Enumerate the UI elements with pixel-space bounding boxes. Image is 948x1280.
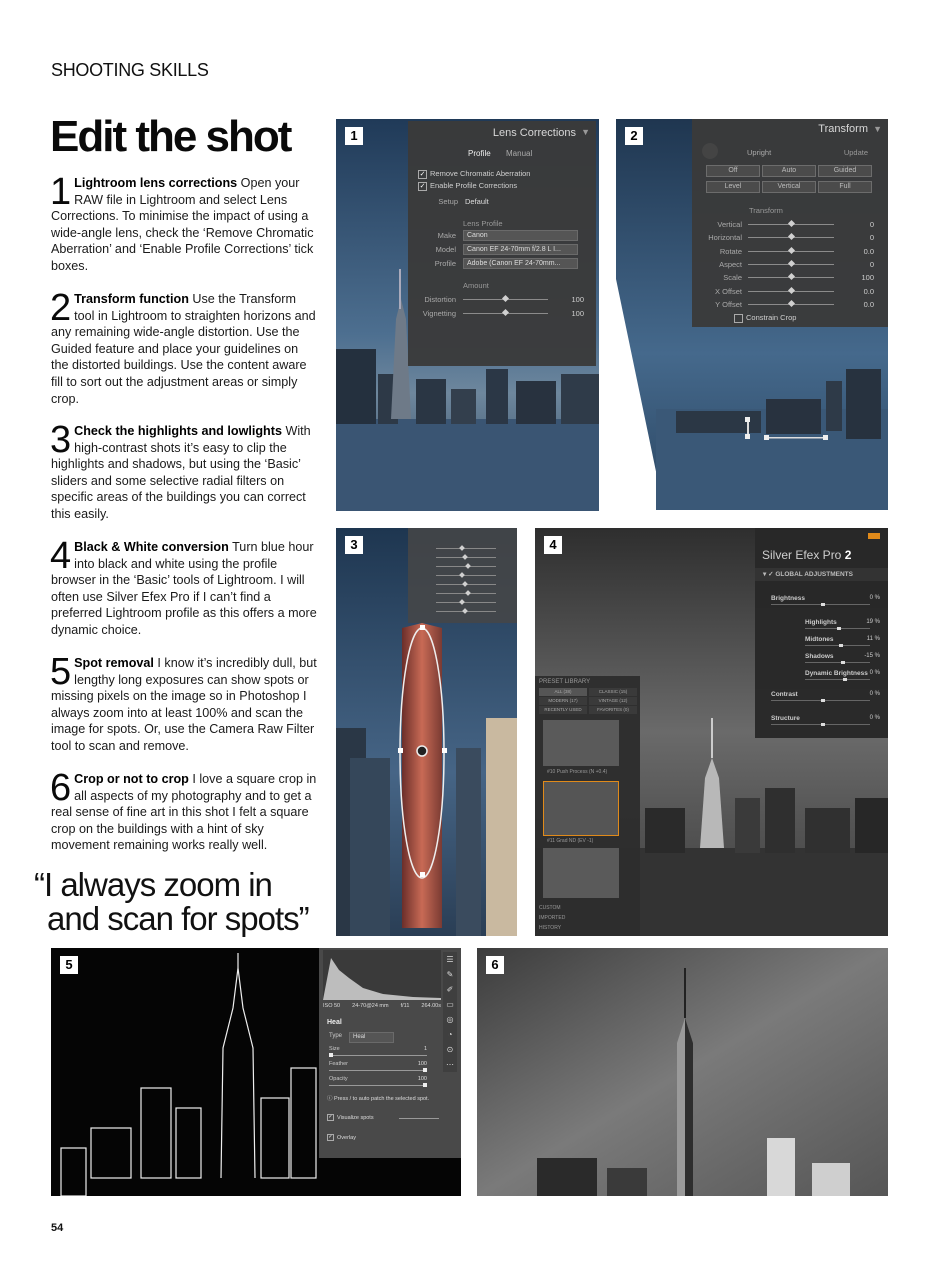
- slider-label: Rotate: [719, 246, 742, 256]
- upright-off-button[interactable]: Off: [706, 165, 760, 177]
- checkbox-enable-profile[interactable]: [418, 181, 517, 191]
- slider-label: Horizontal: [708, 233, 742, 243]
- checkbox-label: Remove Chromatic Aberration: [430, 169, 531, 178]
- exif-iso: ISO 50: [323, 1003, 341, 1009]
- slider-handle[interactable]: [821, 723, 825, 726]
- library-tab[interactable]: MODERN (17): [539, 697, 587, 705]
- slider-value: 0.0: [863, 299, 874, 309]
- step-4: [50, 535, 319, 639]
- adjustment-value: 0 %: [869, 595, 880, 601]
- slider-handle[interactable]: [788, 220, 795, 227]
- adjustment-slider[interactable]: [805, 679, 870, 680]
- app-title: [762, 548, 851, 562]
- lens-profile-heading: Lens Profile: [463, 219, 503, 228]
- step-number: 6: [50, 767, 72, 809]
- preset-library-panel: [535, 676, 640, 936]
- upright-guided-button[interactable]: Guided: [818, 165, 872, 177]
- checkmark-icon: ✓: [328, 1114, 333, 1120]
- adjustment-value: -15 %: [864, 653, 880, 659]
- slider-value: 100: [861, 273, 874, 283]
- final-bw-image: [477, 948, 888, 1196]
- step-body: Open your RAW file in Lightroom and select Lens Corrections. To minimise the impact of using a wide-angle lens, check the ‘Remove Chromatic Aberration’ and ‘Enable Profile Corrections’ tick boxes.: [51, 176, 314, 273]
- checkbox-label: Enable Profile Corrections: [430, 181, 518, 190]
- slider-label: Size: [329, 1046, 340, 1052]
- slider-value: 100: [417, 1061, 427, 1067]
- collapse-triangle-icon[interactable]: ▼: [873, 124, 882, 134]
- exif-aperture: f/11: [400, 1003, 410, 1009]
- checkbox-box: [734, 314, 743, 323]
- heal-slider[interactable]: [329, 1055, 427, 1056]
- upright-level-button[interactable]: Level: [706, 181, 760, 193]
- step-title: Spot removal: [74, 656, 154, 670]
- library-footer-item[interactable]: CUSTOM: [539, 905, 561, 911]
- checkmark-icon: ✓: [328, 1134, 333, 1140]
- step-number: 5: [50, 651, 72, 693]
- slider-handle[interactable]: [788, 300, 795, 307]
- slider-handle[interactable]: [459, 545, 465, 551]
- adjustment-label[interactable]: Highlights: [805, 619, 837, 626]
- auto-patch-hint: ⓘ Press / to auto patch the selected spot.: [327, 1096, 430, 1102]
- exif-lens: 24-70@24 mm: [352, 1003, 389, 1009]
- overlay-checkbox[interactable]: [327, 1134, 356, 1141]
- adjustment-value: 0 %: [869, 670, 880, 676]
- visualize-slider[interactable]: [399, 1118, 439, 1119]
- page-number: 54: [51, 1222, 64, 1234]
- slider-label: Y Offset: [715, 299, 742, 309]
- type-label: Type: [329, 1033, 343, 1039]
- checkbox-label: Overlay: [337, 1134, 356, 1141]
- checkbox-remove-ca[interactable]: [418, 169, 530, 179]
- slider-handle[interactable]: [821, 699, 825, 702]
- tab-profile[interactable]: Profile: [468, 149, 491, 158]
- step-5: [50, 651, 319, 755]
- photo-number-badge: 6: [486, 956, 504, 974]
- global-adjustments-header[interactable]: ▾ ✓ GLOBAL ADJUSTMENTS: [755, 568, 888, 581]
- type-select[interactable]: Heal: [349, 1032, 394, 1043]
- adjustment-label[interactable]: Shadows: [805, 653, 834, 660]
- slider-label: Distortion: [424, 295, 456, 304]
- slider-handle[interactable]: [462, 608, 468, 614]
- slider-handle[interactable]: [462, 554, 468, 560]
- library-title: PRESET LIBRARY: [539, 679, 591, 685]
- adjustment-value: 11 %: [866, 636, 880, 642]
- slider-handle[interactable]: [788, 233, 795, 240]
- library-footer-item[interactable]: HISTORY: [539, 925, 562, 931]
- histogram: [323, 950, 441, 1000]
- slider-label: Opacity: [329, 1076, 348, 1082]
- adjustment-value: 19 %: [866, 619, 880, 625]
- slider-label: Vertical: [717, 220, 742, 229]
- make-select[interactable]: Canon: [463, 230, 578, 241]
- library-tab[interactable]: RECENTLY USED: [539, 706, 587, 714]
- section-label: SHOOTING SKILLS: [51, 60, 209, 80]
- slider-label: Scale: [723, 273, 742, 283]
- page-headline: Edit the shot: [50, 112, 291, 161]
- field-label: Make: [437, 231, 456, 240]
- step-2: [50, 287, 319, 407]
- preset-thumbnail-selected[interactable]: [543, 781, 619, 836]
- slider-handle[interactable]: [329, 1053, 333, 1057]
- slider-handle[interactable]: [423, 1068, 427, 1072]
- step-body: Use the Transform tool in Lightroom to straighten horizons and any remaining wide-angle distortion. Use the Guided feature and place your guidelines on the distorted buildings. Use the content aware fill to sort out the adjustment areas or simply crop.: [51, 292, 316, 406]
- slider-value: 0: [869, 233, 874, 243]
- app-version: 2: [844, 548, 852, 562]
- slider-value: 0: [869, 259, 874, 269]
- step-number: 2: [50, 287, 72, 329]
- adjustment-label[interactable]: Dynamic Brightness: [805, 670, 868, 677]
- setup-label: Setup: [438, 197, 458, 206]
- update-button[interactable]: Update: [843, 148, 868, 157]
- adjustment-label[interactable]: Brightness: [771, 595, 805, 602]
- adjustment-slider[interactable]: [805, 662, 870, 663]
- photo-transform: [616, 119, 888, 510]
- upright-target-icon[interactable]: [702, 143, 718, 159]
- step-body: I know it’s incredibly dull, but lengthy long exposures can show spots or missing pixels on the image so in Photoshop I always zoom into at least 100% and scan the image for spots. Or, use the Camera Raw Filter tool to scan and remove.: [51, 656, 317, 753]
- slider-handle[interactable]: [462, 581, 468, 587]
- tool-strip: [443, 952, 457, 1072]
- library-tab[interactable]: ALL (38): [539, 688, 587, 696]
- hint-text: Press / to auto patch the selected spot.: [334, 1096, 430, 1102]
- photo-lens-corrections: [336, 119, 599, 511]
- slider-label: X Offset: [715, 286, 742, 296]
- exif-shutter: 264.00s: [421, 1003, 441, 1009]
- preset-caption: #10 Push Process (N +0.4): [547, 769, 608, 775]
- upright-vertical-button[interactable]: Vertical: [762, 181, 816, 193]
- exif-info-bar: [323, 1003, 441, 1009]
- silver-efex-panel: [755, 528, 888, 738]
- pull-quote: [34, 868, 309, 936]
- transform-panel: [692, 119, 888, 327]
- transform-heading: Transform: [749, 206, 783, 215]
- library-tab[interactable]: CLASSIC (15): [589, 688, 637, 696]
- adjustment-value: 0 %: [869, 691, 880, 697]
- step-6: [50, 767, 319, 854]
- photo-radial-filter: [336, 528, 517, 936]
- slider-value: 0: [869, 220, 874, 229]
- slider-label: Vignetting: [422, 309, 456, 318]
- checkmark-icon: ✓: [419, 170, 426, 178]
- slider-handle[interactable]: [459, 599, 465, 605]
- camera-raw-heal-panel: [319, 948, 461, 1158]
- photo-spot-removal: [51, 948, 461, 1196]
- slider-handle[interactable]: [465, 563, 471, 569]
- nik-logo-icon: [868, 533, 880, 539]
- photo-final-crop: [477, 948, 888, 1196]
- library-tab[interactable]: VINTAGE (12): [589, 697, 637, 705]
- upright-auto-button[interactable]: Auto: [762, 165, 816, 177]
- amount-heading: Amount: [463, 281, 489, 290]
- slider-handle[interactable]: [843, 678, 847, 681]
- setup-select[interactable]: Default: [465, 197, 489, 206]
- step-title: Lightroom lens corrections: [74, 176, 238, 190]
- collapse-triangle-icon[interactable]: ▼: [581, 127, 590, 137]
- tab-manual[interactable]: Manual: [506, 149, 533, 158]
- heal-heading: Heal: [327, 1019, 342, 1026]
- slider-value: 0.0: [863, 246, 874, 256]
- pull-quote-line: “I always zoom in: [34, 866, 272, 903]
- photo-number-badge: 2: [625, 127, 643, 145]
- pull-quote-line: and scan for spots”: [47, 900, 309, 937]
- step-title: Check the highlights and lowlights: [74, 424, 282, 438]
- slider-value: 100: [417, 1076, 427, 1082]
- filter-slider[interactable]: [436, 548, 496, 549]
- step-body: With high-contrast shots it’s easy to clip the highlights and shadows, but using the ‘Basic’ sliders and some selective radial filters on specific areas of the buildings you can correct this easily.: [51, 424, 311, 521]
- step-title: Transform function: [74, 292, 189, 306]
- slider-handle[interactable]: [788, 247, 795, 254]
- heal-slider[interactable]: [329, 1085, 427, 1086]
- photo-number-badge: 3: [345, 536, 363, 554]
- slider-handle[interactable]: [788, 260, 795, 267]
- profile-select[interactable]: Adobe (Canon EF 24-70mm...: [463, 258, 578, 269]
- preset-caption: #11 Grad ND (EV -1): [547, 838, 594, 844]
- preset-thumbnail[interactable]: [543, 720, 619, 766]
- adjustment-label[interactable]: Midtones: [805, 636, 834, 643]
- step-number: 1: [50, 171, 72, 213]
- model-select[interactable]: Canon EF 24-70mm f/2.8 L I...: [463, 244, 578, 255]
- slider-handle[interactable]: [459, 572, 465, 578]
- radial-filter-panel: [408, 528, 517, 623]
- step-body: Turn blue hour into black and white using the profile browser in the ‘Basic’ tools of Lightroom. I will often use Silver Efex Pro if I can’t find a preferred Lightroom profile as this offers a more dynamic choice.: [51, 540, 317, 637]
- field-label: Profile: [434, 259, 456, 268]
- library-footer-item[interactable]: IMPORTED: [539, 915, 566, 921]
- adjustment-value: 0 %: [869, 715, 880, 721]
- app-name: Silver Efex Pro: [762, 548, 842, 562]
- photo-silver-efex: [535, 528, 888, 936]
- lens-corrections-panel: [408, 121, 596, 366]
- visualize-spots-checkbox[interactable]: [327, 1114, 374, 1121]
- slider-handle[interactable]: [502, 295, 509, 302]
- upright-label: Upright: [747, 148, 772, 157]
- upright-full-button[interactable]: Full: [818, 181, 872, 193]
- checkbox-label: Visualize spots: [337, 1114, 374, 1121]
- adjustment-slider[interactable]: [805, 645, 870, 646]
- slider-handle[interactable]: [788, 286, 795, 293]
- slider-handle[interactable]: [841, 661, 845, 664]
- slider-handle[interactable]: [465, 590, 471, 596]
- step-title: Black & White conversion: [74, 540, 229, 554]
- checkbox-label: Constrain Crop: [746, 313, 797, 322]
- adjustment-label[interactable]: Contrast: [771, 691, 798, 698]
- slider-handle[interactable]: [839, 644, 843, 647]
- slider-value: 0.0: [863, 286, 874, 296]
- photo-number-badge: 1: [345, 127, 363, 145]
- preset-thumbnail[interactable]: [543, 848, 619, 898]
- adjustment-label[interactable]: Structure: [771, 715, 800, 722]
- photo-number-badge: 5: [60, 956, 78, 974]
- slider-value: 100: [571, 309, 584, 318]
- slider-handle[interactable]: [502, 309, 509, 316]
- slider-handle[interactable]: [788, 273, 795, 280]
- slider-label: Aspect: [719, 259, 742, 269]
- checkmark-icon: ✓: [419, 182, 426, 190]
- step-number: 4: [50, 535, 72, 577]
- slider-label: Feather: [329, 1061, 348, 1067]
- constrain-crop-checkbox[interactable]: [734, 313, 796, 323]
- filter-slider[interactable]: [436, 575, 496, 576]
- step-body: I love a square crop in all aspects of my photography and to get a real sense of fine art in this shot I felt a square crop on the buildings with a hint of sky movement remaining works really well.: [51, 772, 317, 853]
- slider-handle[interactable]: [821, 603, 825, 606]
- slider-handle[interactable]: [837, 627, 841, 630]
- photo-number-badge: 4: [544, 536, 562, 554]
- slider-handle[interactable]: [423, 1083, 427, 1087]
- slider-value: 100: [571, 295, 584, 304]
- step-3: [50, 419, 319, 523]
- filter-slider[interactable]: [436, 602, 496, 603]
- panel-title: Transform: [818, 123, 868, 135]
- slider-value: 1: [423, 1046, 427, 1052]
- panel-title: Lens Corrections: [492, 127, 576, 139]
- section-label: GLOBAL ADJUSTMENTS: [775, 571, 853, 578]
- step-1: [50, 171, 319, 275]
- step-title: Crop or not to crop: [74, 772, 189, 786]
- library-tab[interactable]: FAVORITES (0): [589, 706, 637, 714]
- field-label: Model: [435, 245, 456, 254]
- heal-slider[interactable]: [329, 1070, 427, 1071]
- tool-icons[interactable]: ☰ ✎ ✐ ▭ ◎ ◔ ⊙ ⋯: [446, 955, 454, 1069]
- step-number: 3: [50, 419, 72, 461]
